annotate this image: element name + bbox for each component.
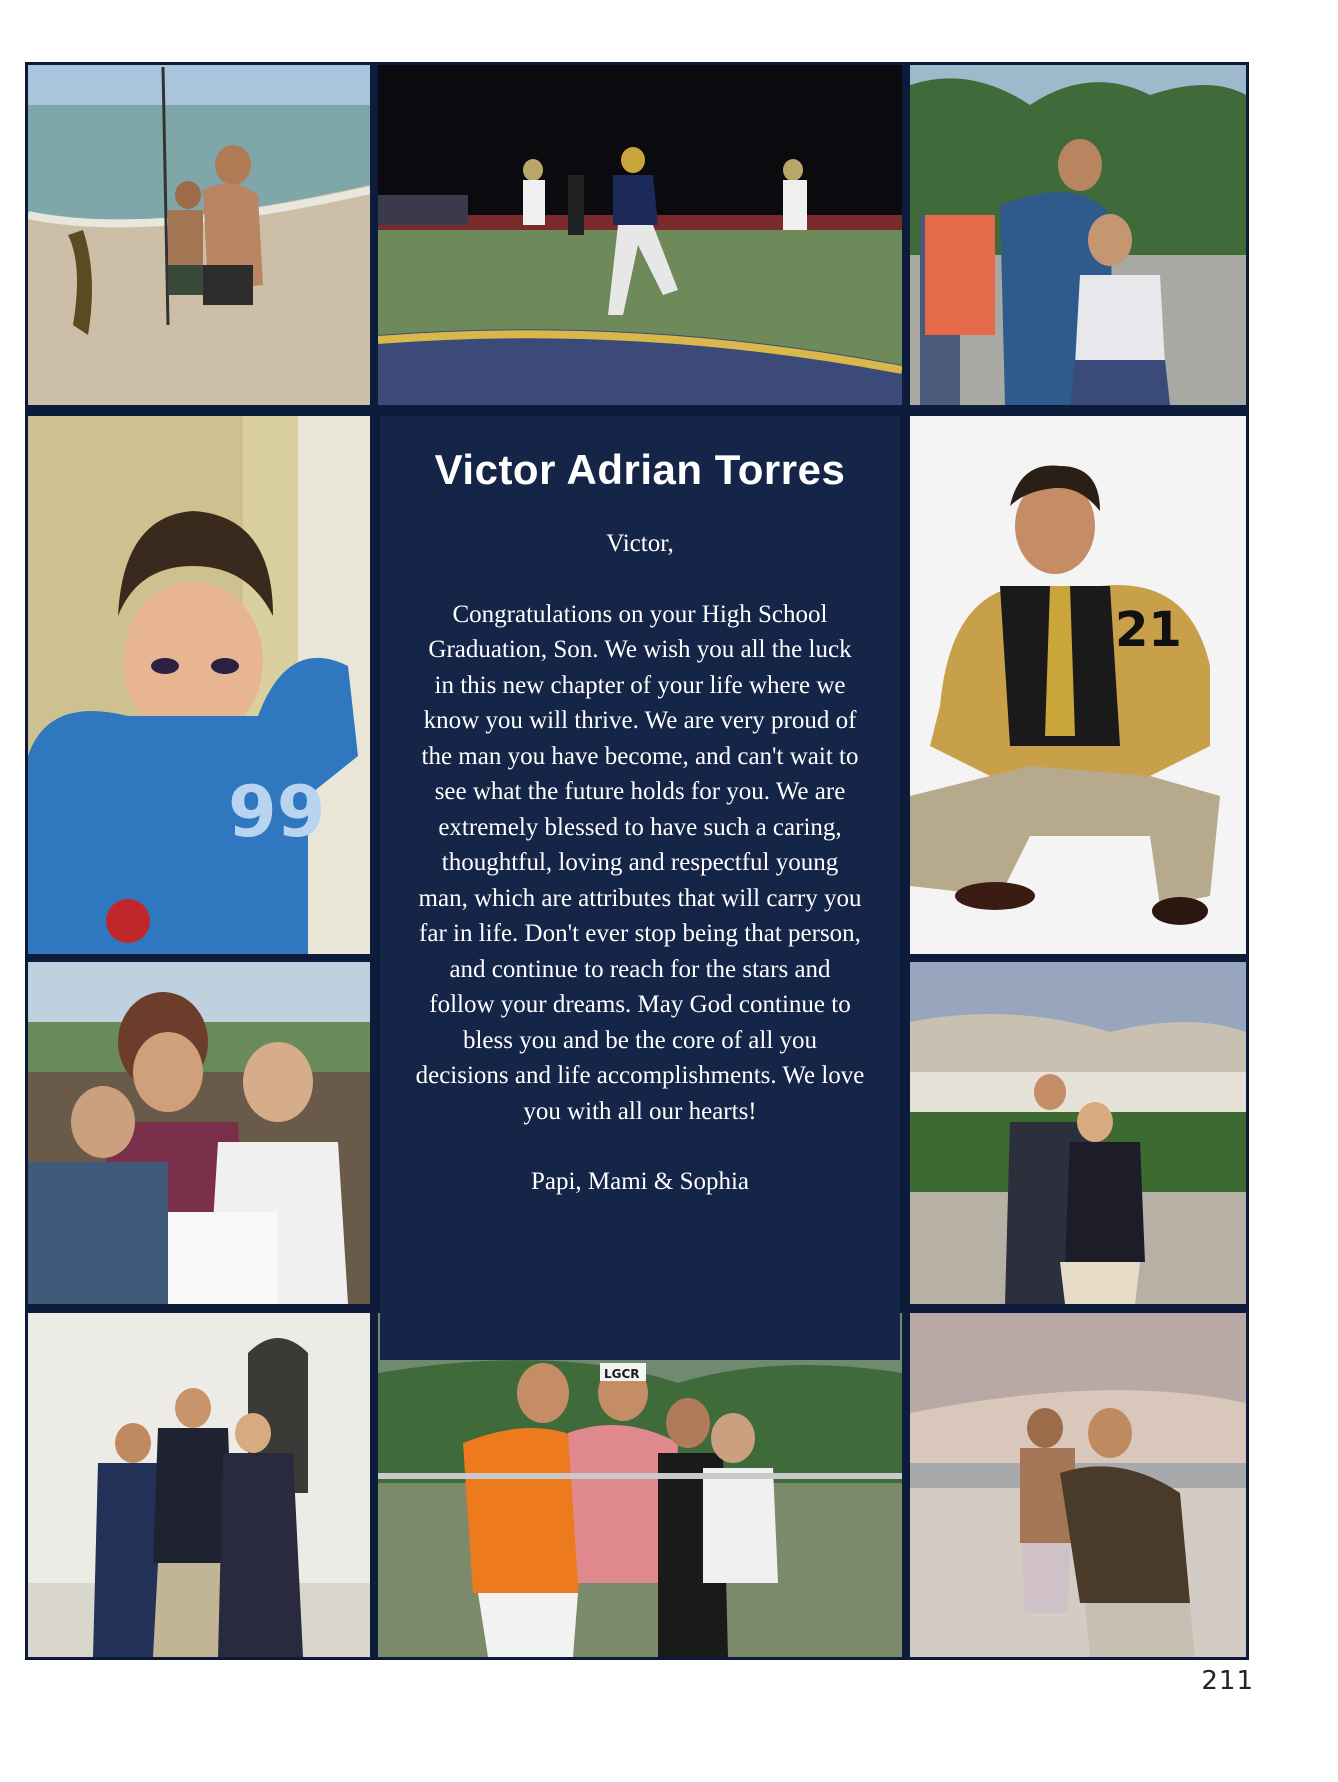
letter-line: follow your dreams. May God continue to bbox=[429, 991, 851, 1018]
letter-line: man, which are attributes that will carry you bbox=[418, 884, 862, 912]
page-title: Victor Adrian Torres bbox=[434, 446, 846, 493]
photo-child-football-shirt bbox=[28, 416, 370, 954]
jacket-number-text: 21 bbox=[1115, 602, 1182, 658]
letter-line: in this new chapter of your life where we bbox=[434, 671, 846, 699]
letter-line: extremely blessed to have such a caring, bbox=[438, 813, 842, 841]
letter-line: Congratulations on your High School bbox=[452, 600, 828, 628]
cap-text: LGCR bbox=[604, 1367, 640, 1381]
photo-letterman-jacket-portrait bbox=[910, 416, 1246, 954]
photo-family-with-grandmother bbox=[28, 962, 370, 1304]
letter-line: decisions and life accomplishments. We love bbox=[415, 1062, 865, 1089]
letter-line: Graduation, Son. We wish you all the luck bbox=[428, 636, 852, 663]
letter-line: bless you and be the core of all you bbox=[462, 1026, 818, 1054]
letter-line: far in life. Don't ever stop being that person, bbox=[419, 920, 861, 947]
letter-greeting: Victor, bbox=[606, 530, 674, 557]
message-panel bbox=[380, 416, 900, 1360]
photo-football-game bbox=[378, 65, 902, 405]
letter-line: thoughtful, loving and respectful young bbox=[441, 849, 839, 876]
letter-line: see what the future holds for you. We are bbox=[434, 778, 846, 805]
page-number: 211 bbox=[1201, 1666, 1254, 1696]
letter-line: you with all our hearts! bbox=[523, 1097, 757, 1125]
photo-beach-sunset-mother-son bbox=[910, 1313, 1246, 1657]
photo-couple-outdoors bbox=[910, 65, 1246, 405]
letter-line: and continue to reach for the stars and bbox=[449, 955, 831, 983]
letter-body bbox=[380, 526, 900, 1200]
letter-line: the man you have become, and can't wait to bbox=[421, 742, 859, 770]
shirt-number-text: 99 bbox=[228, 771, 326, 853]
letter-line: know you will thrive. We are very proud of bbox=[423, 707, 857, 734]
photo-mother-son-formal bbox=[910, 962, 1246, 1304]
photo-family-indoor-formal bbox=[28, 1313, 370, 1657]
page-frame bbox=[25, 62, 1249, 1660]
letter-signature: Papi, Mami & Sophia bbox=[530, 1168, 750, 1195]
photo-family-mountain-overlook bbox=[378, 1313, 902, 1657]
photo-beach-fishing bbox=[28, 65, 370, 405]
